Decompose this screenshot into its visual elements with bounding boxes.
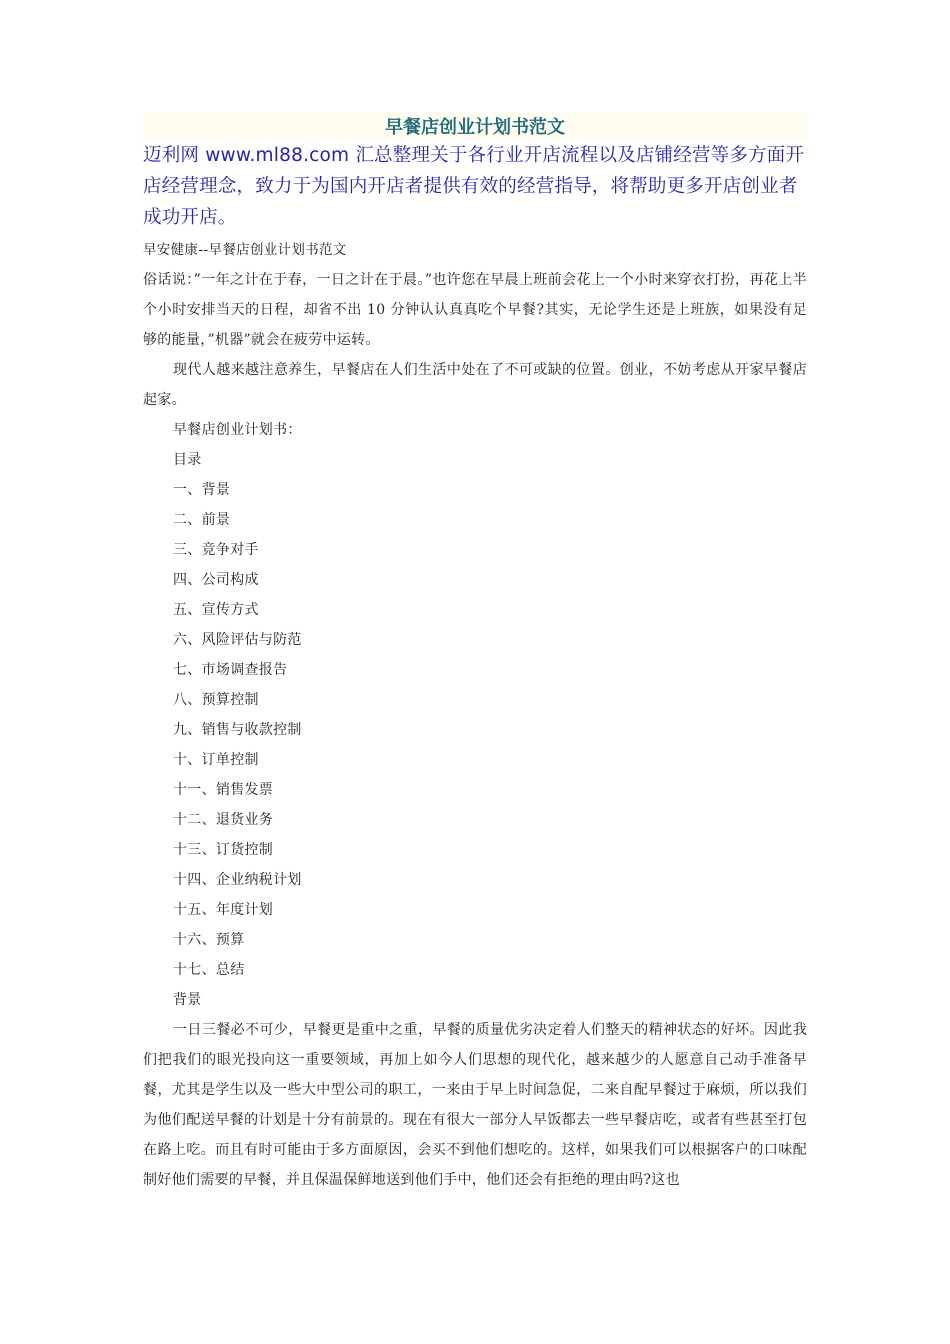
background-paragraph: 一日三餐必不可少，早餐更是重中之重，早餐的质量优劣决定着人们整天的精神状态的好坏。因此我们把我们的眼光投向这一重要领域，再加上如今人们思想的现代化，越来越少的人愿意自己动手准备早餐，尤其是学生以及一些大中型公司的职工，一来由于早上时间急促，二来自配早餐过于麻烦，所以我们为他们配送早餐的计划是十分有前景的。现在有很大一部分人早饭都去一些早餐店吃，或者有些甚至打包在路上吃。而且有时可能由于多方面原因，会买不到他们想吃的。这样，如果我们可以根据客户的口味配制好他们需要的早餐，并且保温保鲜地送到他们手中，他们还会有拒绝的理由吗?这也 [143,1022,807,1188]
toc-item: 五、宣传方式 [173,602,259,618]
document-subtitle: 早安健康--早餐店创业计划书范文 [143,242,347,258]
intro-paragraph-1: 俗话说：”一年之计在于春，一日之计在于晨。”也许您在早晨上班前会花上一个小时来穿衣打扮，再花上半个小时安排当天的日程，却省不出 10 分钟认认真真吃个早餐?其实，无论学生还是上班族，如果没有足够的能量，”机器”就会在疲劳中运转。 [143,272,807,348]
plan-heading: 早餐店创业计划书： [173,422,302,438]
toc-item: 十四、企业纳税计划 [173,872,302,888]
toc-item: 四、公司构成 [173,572,259,588]
site-url-link[interactable]: www.ml88.com [205,145,350,166]
toc-item: 十二、退货业务 [173,812,274,828]
toc-item: 一、背景 [173,482,231,498]
document-title [143,113,807,140]
toc-item: 六、风险评估与防范 [173,632,302,648]
site-intro [143,140,807,233]
toc-item: 十五、年度计划 [173,902,274,918]
intro-paragraph-2: 现代人越来越注意养生，早餐店在人们生活中处在了不可或缺的位置。创业，不妨考虑从开家早餐店起家。 [143,362,807,408]
document-title-text: 早餐店创业计划书范文 [385,117,565,138]
toc-item: 十、订单控制 [173,752,259,768]
section-heading-background: 背景 [173,992,202,1008]
site-intro-prefix: 迈利网 [143,145,206,166]
toc-heading: 目录 [173,452,202,468]
site-intro-text: 汇总整理关于各行业开店流程以及店铺经营等多方面开店经营理念，致力于为国内开店者提供有效的经营指导，将帮助更多开店创业者成功开店。 [143,145,805,228]
toc-item: 十七、总结 [173,962,245,978]
toc-item: 二、前景 [173,512,231,528]
toc-item: 九、销售与收款控制 [173,722,302,738]
toc-item: 十三、订货控制 [173,842,274,858]
table-of-contents [143,475,807,985]
toc-item: 七、市场调查报告 [173,662,288,678]
toc-item: 十六、预算 [173,932,245,948]
toc-item: 三、竞争对手 [173,542,259,558]
toc-item: 十一、销售发票 [173,782,274,798]
toc-item: 八、预算控制 [173,692,259,708]
document-page [143,113,807,1195]
